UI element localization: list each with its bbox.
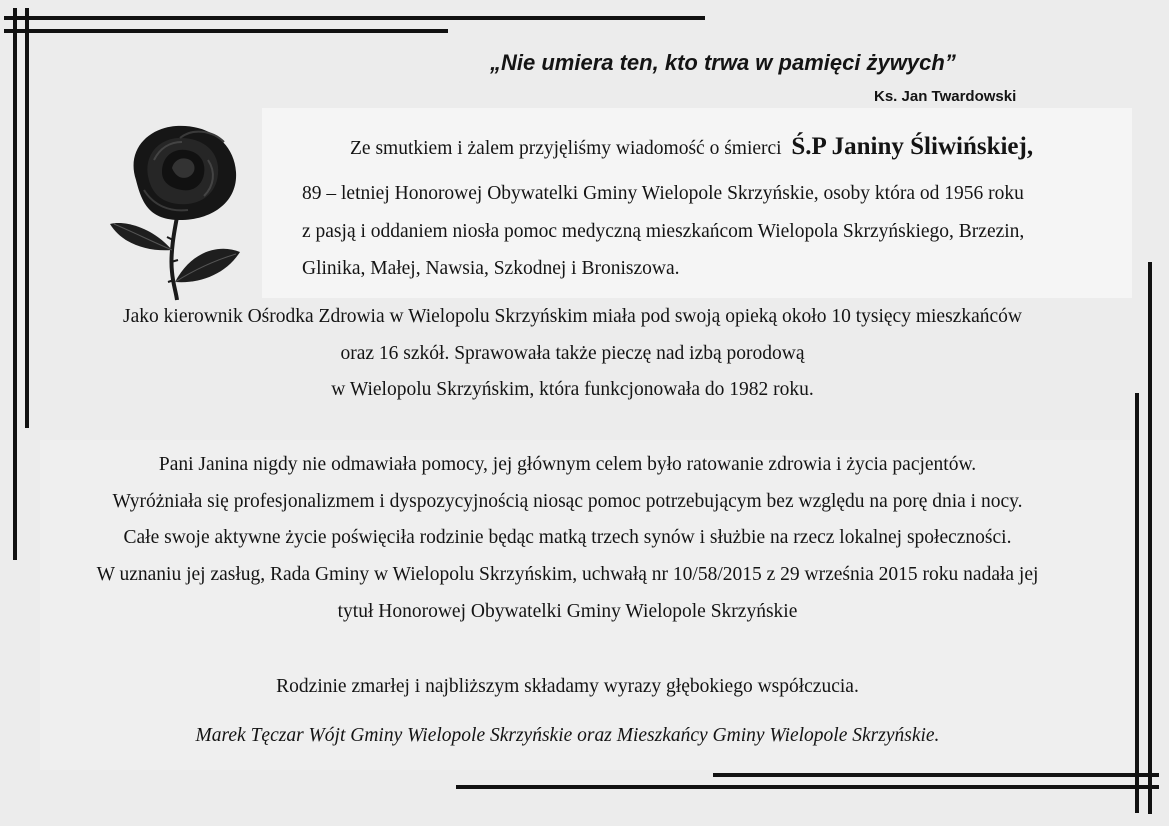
deceased-name: Ś.P Janiny Śliwińskiej, — [791, 133, 1034, 160]
frame-line-bottom-upper — [713, 773, 1159, 777]
frame-line-bottom-lower — [456, 785, 1159, 789]
tribute-line: tytuł Honorowej Obywatelki Gminy Wielopole Skrzyńskie — [337, 601, 798, 622]
tribute-line: Wyróżniała się profesjonalizmem i dyspozycyjnością niosąc pomoc potrzebującym bez względu na porę dnia i nocy. — [112, 491, 1023, 512]
career-line: oraz 16 szkół. Sprawowała także pieczę nad izbą porodową — [340, 343, 805, 364]
condolence-text: Rodzinie zmarłej i najbliższym składamy wyrazy głębokiego współczucia. — [276, 676, 859, 697]
quote-text: „Nie umiera ten, kto trwa w pamięci żywych” — [490, 50, 956, 75]
intro-line — [350, 133, 1033, 161]
signature-text: Marek Tęczar Wójt Gminy Wielopole Skrzyńskie oraz Mieszkańcy Gminy Wielopole Skrzyńskie. — [195, 725, 940, 746]
bio-line: z pasją i oddaniem niosła pomoc medyczną mieszkańcom Wielopola Skrzyńskiego, Brzezin, — [302, 221, 1025, 242]
frame-line-right-inner — [1148, 262, 1152, 814]
bio-line: 89 – letniej Honorowej Obywatelki Gminy Wielopole Skrzyńskie, osoby która od 1956 roku — [302, 183, 1024, 204]
frame-line-right-outer — [1135, 393, 1139, 813]
frame-line-left-outer — [13, 8, 17, 560]
tribute-line: Całe swoje aktywne życie poświęciła rodzinie będąc matką trzech synów i służbie na rzecz lokalnej społeczności. — [123, 527, 1012, 548]
black-rose-icon — [108, 120, 248, 302]
tribute-line: Pani Janina nigdy nie odmawiała pomocy, jej głównym celem było ratowanie zdrowia i życia pacjentów. — [158, 454, 977, 475]
intro-prefix: Ze smutkiem i żalem przyjęliśmy wiadomość o śmierci — [350, 138, 782, 159]
frame-line-top-long — [4, 16, 705, 20]
quote-author: Ks. Jan Twardowski — [874, 88, 1017, 105]
frame-line-left-inner — [25, 8, 29, 428]
tribute-line: W uznaniu jej zasług, Rada Gminy w Wielopolu Skrzyńskim, uchwałą nr 10/58/2015 z 29 września 2015 roku nadała jej — [96, 564, 1039, 585]
career-line: Jako kierownik Ośrodka Zdrowia w Wielopolu Skrzyńskim miała pod swoją opieką około 10 tysięcy mieszkańców — [123, 306, 1022, 327]
career-line: w Wielopolu Skrzyńskim, która funkcjonowała do 1982 roku. — [331, 379, 814, 400]
frame-line-top-short — [4, 29, 448, 33]
bio-line: Glinika, Małej, Nawsia, Szkodnej i Broniszowa. — [302, 258, 680, 279]
